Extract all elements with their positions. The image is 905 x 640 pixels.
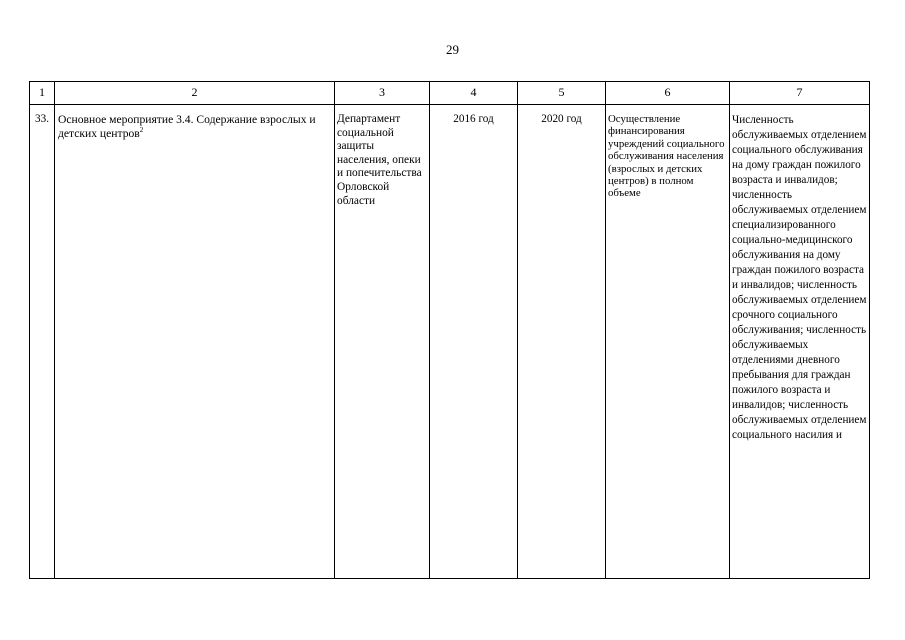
implementation-cell: Осуществление финансирования учреждений социального обслуживания населения (взрослых и детских центров) в полном объеме [606,105,730,579]
measure-name: Основное мероприятие 3.4. Содержание взрослых и детских центров [58,113,316,140]
measure-name-cell [55,105,335,579]
department-cell: Департамент социальной защиты населения, опеки и попечительства Орловской области [335,105,430,579]
table-row [30,105,870,579]
column-header: 3 [335,82,430,105]
column-header: 1 [30,82,55,105]
program-table [29,81,870,579]
column-header: 2 [55,82,335,105]
column-header: 7 [730,82,870,105]
page-number: 29 [446,42,459,57]
table-header-row [30,82,870,105]
column-header: 6 [606,82,730,105]
start-year-cell: 2016 год [430,105,518,579]
column-header: 5 [518,82,606,105]
column-header: 4 [430,82,518,105]
footnote-mark: 2 [139,125,144,134]
indicators-cell: Численность обслуживаемых отделением социального обслуживания на дому граждан пожилого возраста и инвалидов; численность обслуживаемых отделением специализированного социально-медицинского обслуживания на дому граждан пожилого возраста и инвалидов; численность обслуживаемых отделением срочного социального обслуживания; численность обслуживаемых отделениями дневного пребывания для граждан пожилого возраста и инвалидов; численность обслуживаемых отделением социального насилия и [730,105,870,579]
row-number: 33. [30,105,55,579]
end-year-cell: 2020 год [518,105,606,579]
